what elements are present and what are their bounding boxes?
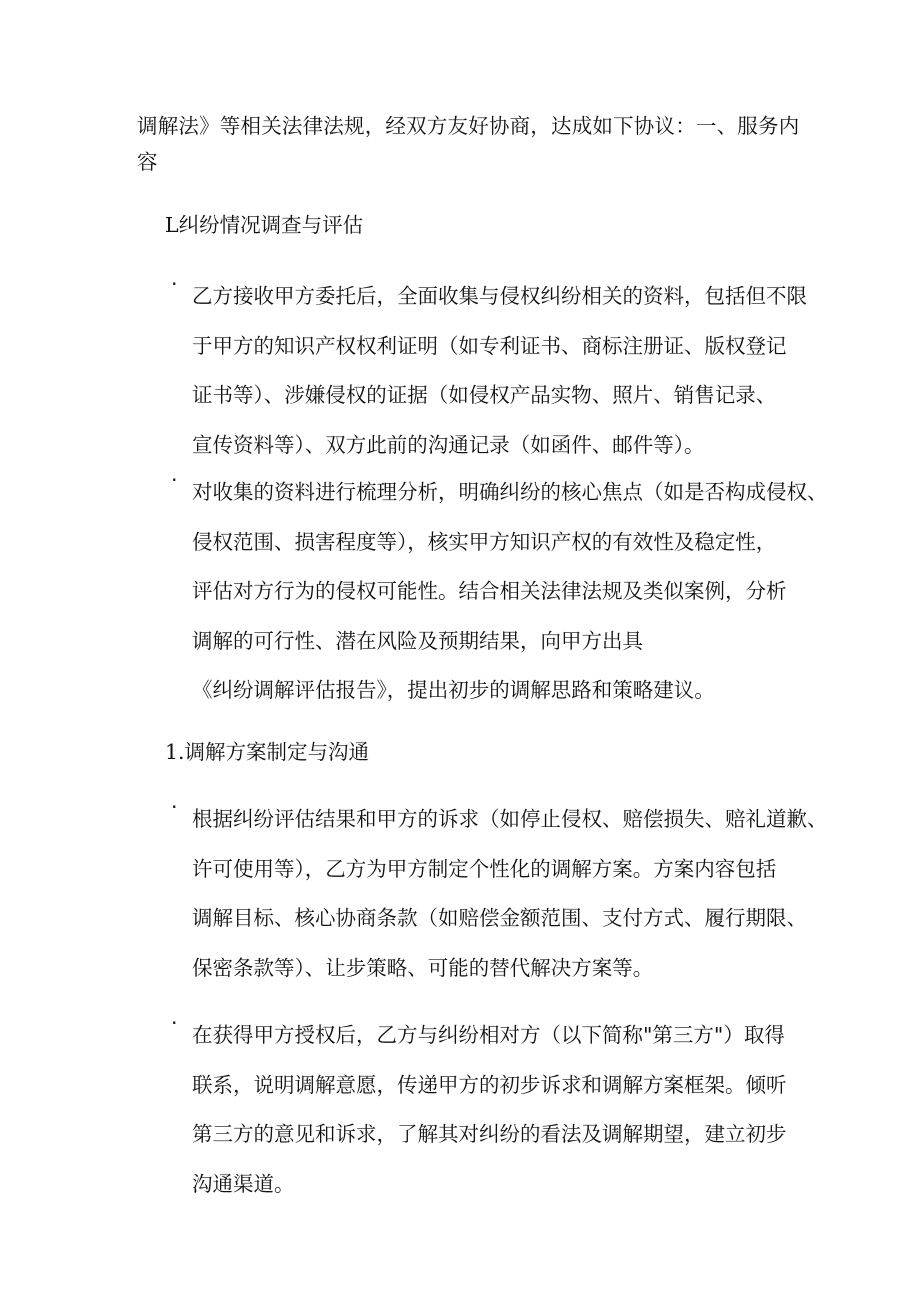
intro-paragraph [137,108,800,180]
bullet-paragraph [171,795,828,993]
text-line: 许可使用等），乙方为甲方制定个性化的调解方案。方案内容包括 [192,856,777,881]
section-heading: L纠纷情况调查与评估 [165,213,364,237]
bullet-text [192,468,828,716]
text-line: 对收集的资料进行梳理分析，明确纠纷的核心焦点（如是否构成侵权、 [192,480,828,504]
bullet-marker: · [171,1011,178,1035]
bullet-marker: · [171,272,178,296]
text-line: 侵权范围、损害程度等），核实甲方知识产权的有效性及稳定性， [192,529,777,554]
bullet-marker: · [171,795,178,819]
section-heading: 1.调解方案制定与沟通 [165,740,370,764]
bullet-paragraph [171,1011,787,1209]
bullet-text [192,272,807,470]
bullet-marker: · [171,468,178,492]
intro-line: 调解法》等相关法律法规，经双方友好协商，达成如下协议：一、服务内 [137,114,800,138]
text-line: 联系，说明调解意愿，传递甲方的初步诉求和调解方案框架。倾听 [192,1072,787,1097]
text-line: 保密条款等）、让步策略、可能的替代解决方案等。 [192,955,654,980]
text-line: 调解目标、核心协商条款（如赔偿金额范围、支付方式、履行期限、 [192,906,807,930]
text-line: 调解的可行性、潜在风险及预期结果，向甲方出具 [192,628,643,653]
bullet-text [192,795,828,993]
text-line: 乙方接收甲方委托后，全面收集与侵权纠纷相关的资料，包括但不限 [192,284,807,308]
bullet-text [192,1011,787,1209]
text-line: 根据纠纷评估结果和甲方的诉求（如停止侵权、赔偿损失、赔礼道歉、 [192,807,828,831]
text-line: 第三方的意见和诉求，了解其对纠纷的看法及调解期望，建立初步 [192,1122,787,1146]
text-line: 于甲方的知识产权权利证明（如专利证书、商标注册证、版权登记 [192,333,787,358]
text-line: 证书等）、涉嫌侵权的证据（如侵权产品实物、照片、销售记录、 [192,383,777,407]
intro-line: 容 [137,150,158,174]
text-line: 沟通渠道。 [192,1171,295,1196]
text-line: 在获得甲方授权后，乙方与纠纷相对方（以下简称"第三方"）取得 [192,1023,785,1047]
text-line: 宣传资料等）、双方此前的沟通记录（如函件、邮件等）。 [192,432,705,457]
text-line: 评估对方行为的侵权可能性。结合相关法律法规及类似案例，分析 [192,579,787,603]
bullet-paragraph [171,468,828,716]
bullet-paragraph [171,272,807,470]
text-line: 《纠纷调解评估报告》，提出初步的调解思路和策略建议。 [192,678,715,702]
